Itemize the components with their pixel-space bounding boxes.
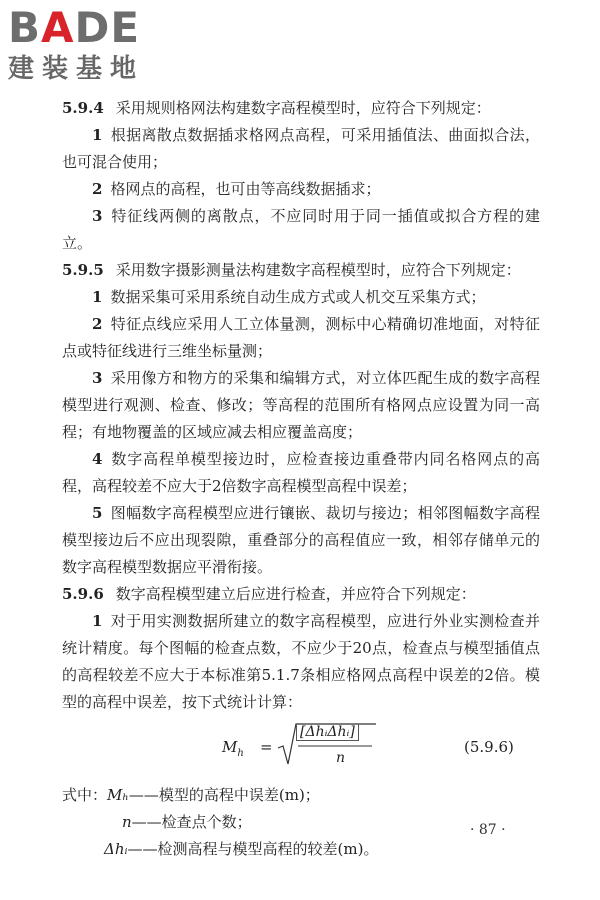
definition-row: Δhᵢ——检测高程与模型高程的较差(m)。 — [104, 840, 379, 858]
formula-numerator: [ΔhᵢΔhᵢ] — [296, 724, 359, 740]
logo-subtitle: 建装基地 — [8, 54, 145, 84]
list-item: 1 对于用实测数据所建立的数字高程模型，应进行外业实测检查并统计精度。每个图幅的检查点数，不应少于20点，检查点与模型插值点的高程较差不应大于本标准第5.1.7条相应格网点高程中误差的2倍。模型的高程中误差，按下式统计计算： — [62, 612, 540, 711]
list-item: 2 特征点线应采用人工立体量测，测标中心精确切准地面，对特征点或特征线进行三维坐标量测； — [62, 315, 540, 360]
list-item: 5 图幅数字高程模型应进行镶嵌、裁切与接边；相邻图幅数字高程模型接边后不应出现裂隙，重叠部分的高程值应一致，相邻存储单元的数字高程模型数据应平滑衔接。 — [62, 504, 540, 576]
list-item: 1 根据离散点数据插求格网点高程，可采用插值法、曲面拟合法，也可混合使用； — [62, 126, 540, 171]
formula-denominator: n — [336, 750, 346, 766]
list-item: 4 数字高程单模型接边时，应检查接边重叠带内同名格网点的高程，高程较差不应大于2倍数字高程模型高程中误差； — [62, 450, 540, 495]
list-item: 1 数据采集可采用系统自动生成方式或人机交互采集方式； — [92, 288, 486, 306]
formula-number: (5.9.6) — [464, 738, 514, 756]
formula-lhs: $M_h$ — [222, 738, 244, 759]
definition-row: 式中：Mₕ——模型的高程中误差(m)； — [62, 786, 320, 804]
brand-logo — [8, 3, 178, 86]
list-item: 3 采用像方和物方的采集和编辑方式，对立体匹配生成的数字高程模型进行观测、检查、修改；等高程的范围所有格网点应设置为同一高程；有地物覆盖的区域应减去相应覆盖高度； — [62, 369, 540, 441]
list-item: 3 特征线两侧的离散点，不应同时用于同一插值或拟合方程的建立。 — [62, 207, 540, 252]
clause-5-9-4: 5.9.4 采用规则格网法构建数字高程模型时，应符合下列规定： — [62, 99, 491, 117]
page-number: · 87 · — [470, 822, 506, 838]
logo-wordmark: BADE — [8, 3, 141, 52]
clause-5-9-6: 5.9.6 数字高程模型建立后应进行检查，并应符合下列规定： — [62, 585, 476, 603]
formula-equals: = — [260, 738, 273, 756]
clause-5-9-5: 5.9.5 采用数字摄影测量法构建数字高程模型时，应符合下列规定： — [62, 261, 521, 279]
formula-5-9-6 — [62, 720, 540, 782]
document-body — [62, 95, 540, 863]
list-item: 2 格网点的高程，也可由等高线数据插求； — [92, 180, 381, 198]
symbol-definitions — [62, 782, 540, 863]
definition-row: n——检查点个数； — [122, 813, 252, 831]
